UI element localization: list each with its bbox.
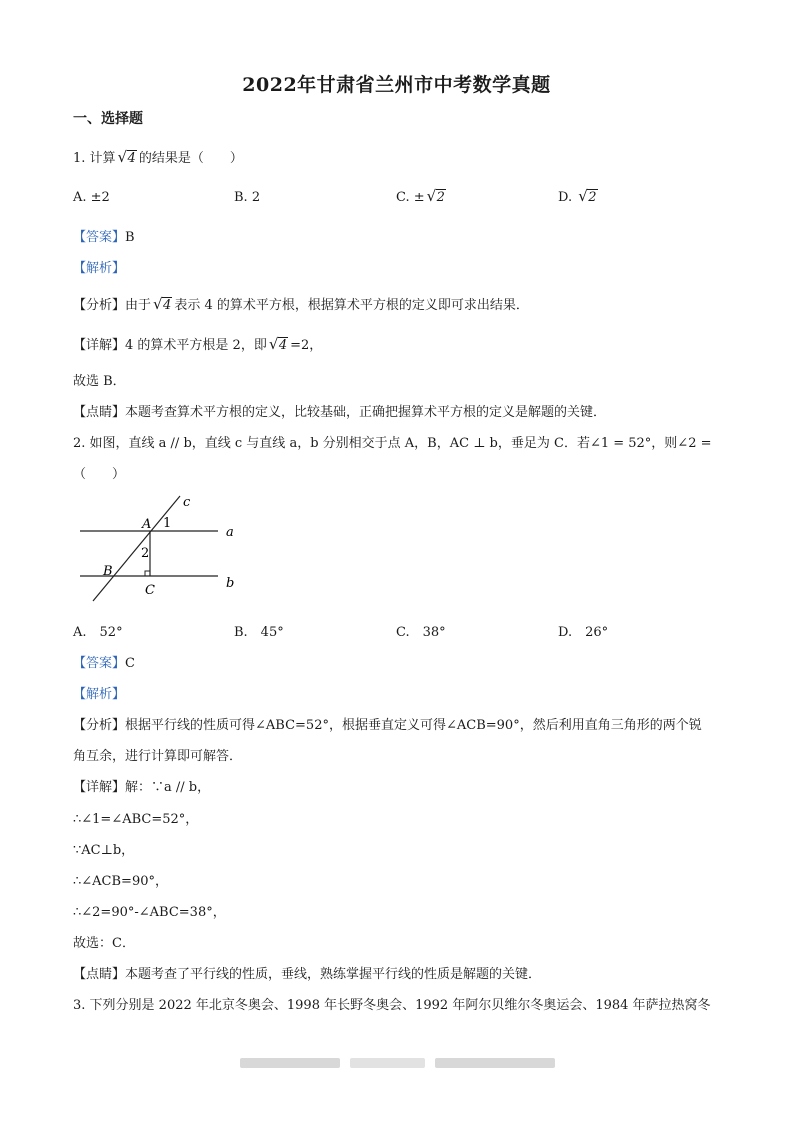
- footer-watermark: [435, 1058, 555, 1068]
- q2-option-c: C. 38°: [396, 625, 446, 640]
- line-c: [93, 496, 180, 601]
- sqrt-expression: √ 4: [117, 148, 136, 166]
- label-c: c: [183, 495, 191, 510]
- q2-xiangjie: 【详解】解：∵a // b，: [73, 780, 211, 795]
- q1-analysis-tag: 【解析】: [73, 261, 126, 276]
- q2-fenxi-1: 【分析】根据平行线的性质可得∠ABC=52°，根据垂直定义可得∠ACB=90°，然后利用直角三角形的两个锐: [73, 718, 702, 733]
- label-a: a: [226, 525, 234, 540]
- q2-option-d: D. 26°: [558, 625, 609, 640]
- label-1: 1: [163, 516, 172, 531]
- page-title: 2022年甘肃省兰州市中考数学真题: [242, 74, 551, 96]
- footer-watermark: [350, 1058, 425, 1068]
- q1-answer: 【答案】B: [73, 230, 135, 245]
- q2-answer: 【答案】C: [73, 656, 135, 671]
- q1-option-b: B. 2: [234, 190, 261, 205]
- label-b: b: [226, 576, 235, 591]
- q1-option-c: C. ± √ 2: [396, 187, 445, 205]
- q2-stem: 2. 如图，直线 a // b，直线 c 与直线 a，b 分别相交于点 A，B，AC ⊥ b，垂足为 C．若∠1 = 52°，则∠2 =: [73, 436, 712, 451]
- right-angle-mark: [145, 571, 150, 576]
- q1-option-a: A. ±2: [73, 190, 110, 205]
- label-A: A: [142, 517, 152, 532]
- q1-xiangjie: 【详解】4 的算术平方根是 2，即 √ 4 =2，: [73, 335, 323, 353]
- q2-option-b: B. 45°: [234, 625, 284, 640]
- section-heading: 一、选择题: [73, 111, 143, 127]
- q2-option-a: A. 52°: [73, 625, 123, 640]
- q2-dianjing: 【点睛】本题考查了平行线的性质，垂线，熟练掌握平行线的性质是解题的关键．: [73, 967, 542, 982]
- q1-option-d: D. √ 2: [558, 187, 597, 205]
- q2-fenxi-2: 角互余，进行计算即可解答．: [73, 749, 243, 764]
- q2-step-2: ∴∠1=∠ABC=52°，: [73, 812, 199, 827]
- q2-stem-cont: （ ）: [73, 467, 126, 482]
- label-2: 2: [141, 546, 150, 561]
- q2-step-3: ∵AC⊥b，: [73, 843, 135, 858]
- q2-conclusion: 故选：C．: [73, 936, 135, 951]
- q2-step-4: ∴∠ACB=90°，: [73, 874, 168, 889]
- label-B: B: [103, 564, 113, 579]
- q1-dianjing: 【点睛】本题考查算术平方根的定义，比较基础，正确把握算术平方根的定义是解题的关键．: [73, 405, 607, 420]
- q1-fenxi: 【分析】由于 √ 4 表示 4 的算术平方根，根据算术平方根的定义即可求出结果．: [73, 295, 529, 313]
- q2-analysis-tag: 【解析】: [73, 687, 126, 702]
- q1-conclusion: 故选 B．: [73, 374, 126, 389]
- q2-step-5: ∴∠2=90°-∠ABC=38°，: [73, 905, 226, 920]
- q3-stem: 3. 下列分别是 2022 年北京冬奥会、1998 年长野冬奥会、1992 年阿尔贝维尔冬奥运会、1984 年萨拉热窝冬: [73, 998, 711, 1013]
- q1-stem: 1. 计算 √ 4 的结果是（ ）: [73, 148, 243, 166]
- geometry-figure: [73, 490, 243, 605]
- label-C: C: [145, 583, 155, 598]
- footer-watermark: [240, 1058, 340, 1068]
